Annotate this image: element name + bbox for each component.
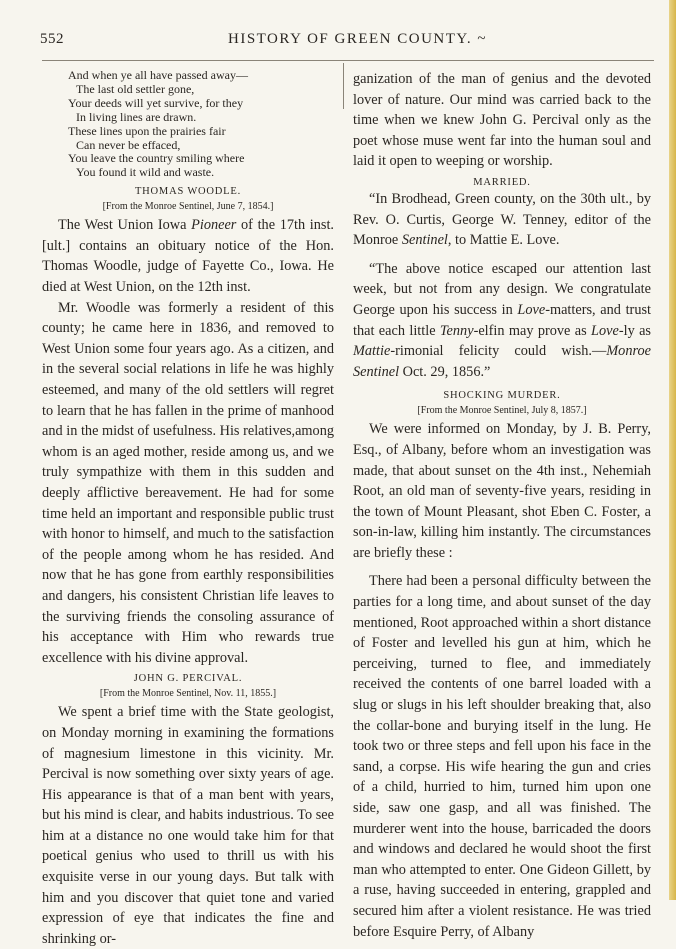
murder-source: [From the Monroe Sentinel, July 8, 1857.]: [417, 405, 587, 417]
poem-line: In living lines are drawn.: [76, 109, 197, 124]
page-header: [0, 31, 676, 51]
pioneer-italic: Pioneer: [191, 217, 237, 234]
murder-heading: SHOCKING MURDER.: [443, 390, 561, 402]
poem-line: These lines upon the prairies fair: [68, 123, 226, 138]
poem-line: The last old settler gone,: [76, 81, 195, 96]
percival-source: [From the Monroe Sentinel, Nov. 11, 1855.]: [99, 688, 277, 700]
married-paragraph-2: “The above notice escaped our attention last week, but not from any design. We congratulate George upon his success in Love-matters, and trust that each little Tenny-elfin may prove as Love-ly as Mattie-rimonial felicity could wish.—Monroe Sentinel Oct. 29, 1856.”: [353, 260, 652, 380]
percival-heading: JOHN G. PERCIVAL.: [133, 673, 243, 685]
woodle-paragraph-2: Mr. Woodle was formerly a resident of this county; he came here in 1836, and removed to West Union some four years ago. As a citizen, and in the several social relations in life he was highly esteemed, and many of the old settlers will regret to learn that he has fallen in the prime of manhood and in the midst of usefulness. His relatives,among whom is an aged mother, reside among us, and we truly sympathize with them in this sudden and deeply afflictive bereavement. He had for some time held an important and responsible public trust with honor to himself, and much to the satisfaction of the people among whom he has resided. And now that he has gone from earthly responsibilities and dangers, his consistent Christian life leaves to the surviving friends the consoling assurance of his acceptance with Him who rewards true excellence with his divine approval.: [42, 299, 334, 666]
poem-line: Can never be effaced,: [76, 137, 181, 152]
married-paragraph-1: “In Brodhead, Green county, on the 30th ult., by Rev. O. Curtis, George W. Tenney, editor of the Monroe Sentinel, to Mattie E. Love.: [353, 190, 651, 249]
poem-line: And when ye all have passed away—: [68, 68, 248, 82]
column-divider: [343, 63, 344, 109]
right-column: [353, 69, 651, 942]
woodle-paragraph-1: The West Union Iowa Pioneer of the 17th inst. [ult.] contains an obituary notice of the Hon. Thomas Woodle, judge of Fayette Co., Iowa. He died at West Union, on the 12th inst.: [42, 217, 334, 296]
woodle-source: [From the Monroe Sentinel, June 7, 1854.]: [102, 201, 274, 213]
left-column: [42, 69, 334, 949]
page-edge-highlight: [669, 0, 676, 900]
percival-paragraph-1: We spent a brief time with the State geologist, on Monday morning in examining the formations of magnesium limestone in this vicinity. Mr. Percival is now something over sixty years of age. His appearance is that of a man bent with years, but his mind is clear, and habits industrious. To see him at a distance no one would take him for that poetical genius who used to thrill us with his exquisite verse in our young days. But talk with him and you discover that quiet tone and varied expression of eye that indicates the fine and shrinking or-: [42, 704, 334, 947]
page-number: 552: [40, 31, 64, 47]
murder-paragraph-2: There had been a personal difficulty between the parties for a long time, and about sunset of the day mentioned, Root approached within a short distance of Foster and levelled his gun at him, which he perceiving, turned to flee, and immediately received the contents of one barrel loaded with a slug or slugs in his left shoulder breaking that, also the collar-bone and burying itself in the lung. He took two or three steps and fell upon his face in the sand, a corpse. His wife hearing the gun and cries of a child, hurried to him, turned him upon one side, saw one gasp, and all was finished. The murderer went into the house, barricaded the doors and windows and declared he would shoot the first man who attempted to enter. One Gideon Gillett, by a ruse, having succeeded in entering, grappled and secured him after a violent resistance. He was tried before Esquire Perry, of Albany: [353, 573, 651, 940]
poem-line: Your deeds will yet survive, for they: [68, 95, 244, 110]
murder-paragraph-1: We were informed on Monday, by J. B. Perry, Esq., of Albany, before whom an investigation was made, that about sunset on the 4th inst., Nehemiah Root, an old man of seventy-five years, residing in the town of Mount Pleasant, shot Eben C. Foster, a son-in-law, killing him instantly. The circumstances are briefly these :: [353, 421, 651, 561]
running-title: HISTORY OF GREEN COUNTY. ~: [228, 31, 487, 47]
poem: [68, 69, 334, 180]
poem-line: You leave the country smiling where: [68, 151, 245, 166]
header-rule: [42, 60, 654, 61]
woodle-heading: THOMAS WOODLE.: [134, 186, 242, 198]
poem-line: You found it wild and waste.: [76, 165, 215, 180]
percival-continuation: ganization of the man of genius and the devoted lover of nature. Our mind was carried back to the time when we knew John G. Percival only as the poet whose muse went far into the human soul and laid it open to weeping or worship.: [353, 71, 651, 170]
married-heading: MARRIED.: [473, 176, 531, 188]
